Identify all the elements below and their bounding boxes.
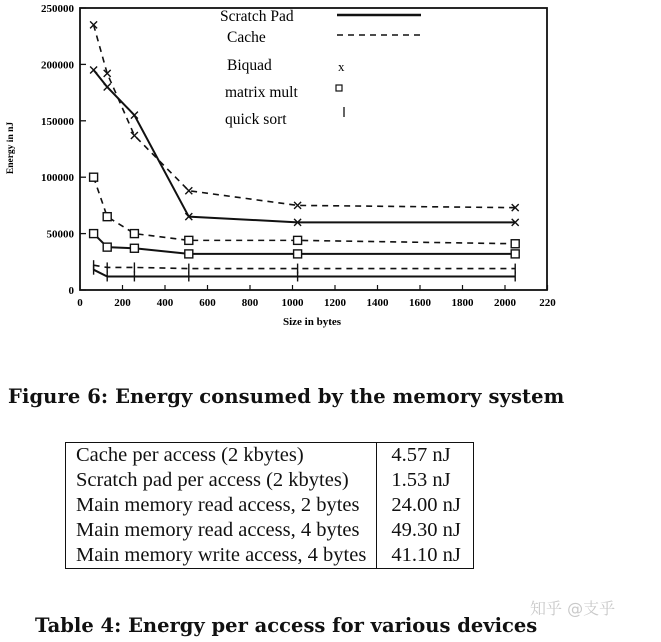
x-tick-label: 600 bbox=[199, 297, 216, 309]
x-tick-label: 1200 bbox=[324, 297, 346, 309]
square-marker-icon bbox=[103, 243, 111, 251]
square-marker-icon bbox=[90, 230, 98, 238]
series-line bbox=[94, 70, 516, 222]
chart-axes bbox=[6, 3, 556, 328]
x-tick-label: 200 bbox=[114, 297, 131, 309]
table-cell-label: Cache per access (2 kbytes) bbox=[76, 444, 304, 466]
y-tick-label: 200000 bbox=[41, 59, 74, 72]
y-tick-label: 250000 bbox=[41, 3, 74, 15]
square-marker-icon bbox=[511, 240, 519, 248]
y-tick-label: 50000 bbox=[46, 228, 74, 241]
table-cell-value: 41.10 nJ bbox=[377, 543, 473, 569]
x-tick-label: 1800 bbox=[451, 297, 474, 309]
table-cell-value: 4.57 nJ bbox=[377, 443, 473, 469]
square-marker-icon bbox=[103, 213, 111, 221]
y-tick-label: 100000 bbox=[41, 172, 74, 185]
x-tick-label: 400 bbox=[156, 297, 174, 309]
table-row bbox=[66, 543, 474, 569]
x-tick-label: 0 bbox=[77, 297, 83, 309]
chart-legend bbox=[220, 8, 421, 128]
square-marker-icon bbox=[130, 244, 138, 252]
series-line bbox=[94, 270, 516, 277]
square-marker-icon bbox=[185, 236, 193, 244]
square-marker-icon bbox=[336, 85, 342, 91]
table-cell-label: Scratch pad per access (2 kbytes) bbox=[76, 469, 349, 491]
table-row bbox=[66, 468, 474, 493]
square-marker-icon bbox=[294, 250, 302, 258]
x-marker-icon bbox=[131, 112, 138, 119]
table-row bbox=[66, 493, 474, 518]
y-axis-label: Energy in nJ bbox=[6, 121, 16, 175]
legend-label: Biquad bbox=[227, 57, 272, 74]
table-row bbox=[66, 518, 474, 543]
legend-label: Scratch Pad bbox=[220, 8, 294, 25]
square-marker-icon bbox=[511, 250, 519, 258]
plot-frame bbox=[80, 8, 547, 290]
table-caption: Table 4: Energy per access for various devices bbox=[35, 614, 538, 637]
x-axis-label: Size in bytes bbox=[282, 316, 342, 328]
x-marker-icon bbox=[104, 83, 111, 90]
series-line bbox=[94, 25, 516, 208]
legend-label: matrix mult bbox=[225, 84, 298, 101]
y-tick-label: 0 bbox=[68, 285, 74, 297]
x-marker-icon: x bbox=[338, 59, 345, 74]
square-marker-icon bbox=[294, 236, 302, 244]
x-tick-label: 1400 bbox=[366, 297, 389, 309]
square-marker-icon bbox=[185, 250, 193, 258]
x-tick-label: 220 bbox=[539, 297, 556, 309]
x-marker-icon bbox=[131, 132, 138, 139]
table-cell-label: Main memory read access, 2 bytes bbox=[76, 494, 360, 516]
table-cell-value: 1.53 nJ bbox=[377, 468, 473, 493]
legend-label: quick sort bbox=[225, 111, 287, 128]
x-tick-label: 800 bbox=[241, 297, 259, 309]
table-cell-label: Main memory read access, 4 bytes bbox=[76, 519, 360, 541]
energy-table bbox=[65, 442, 474, 569]
x-tick-label: 1000 bbox=[281, 297, 304, 309]
square-marker-icon bbox=[130, 230, 138, 238]
series-line bbox=[94, 234, 516, 254]
x-marker-icon bbox=[294, 202, 301, 209]
x-marker-icon bbox=[90, 67, 97, 74]
watermark: 知乎 @支乎 bbox=[530, 599, 616, 618]
series-line bbox=[94, 265, 516, 268]
table-cell-value: 49.30 nJ bbox=[377, 518, 473, 543]
x-tick-label: 1600 bbox=[409, 297, 431, 309]
table-cell-value: 24.00 nJ bbox=[377, 493, 473, 518]
table-row bbox=[66, 443, 474, 469]
legend-label: Cache bbox=[227, 29, 266, 46]
chart-series bbox=[90, 21, 520, 281]
figure-caption: Figure 6: Energy consumed by the memory system bbox=[8, 385, 565, 408]
y-tick-label: 150000 bbox=[41, 115, 74, 128]
square-marker-icon bbox=[90, 173, 98, 181]
x-tick-label: 2000 bbox=[494, 297, 516, 309]
series-line bbox=[94, 177, 516, 244]
table-cell-label: Main memory write access, 4 bytes bbox=[76, 544, 367, 566]
